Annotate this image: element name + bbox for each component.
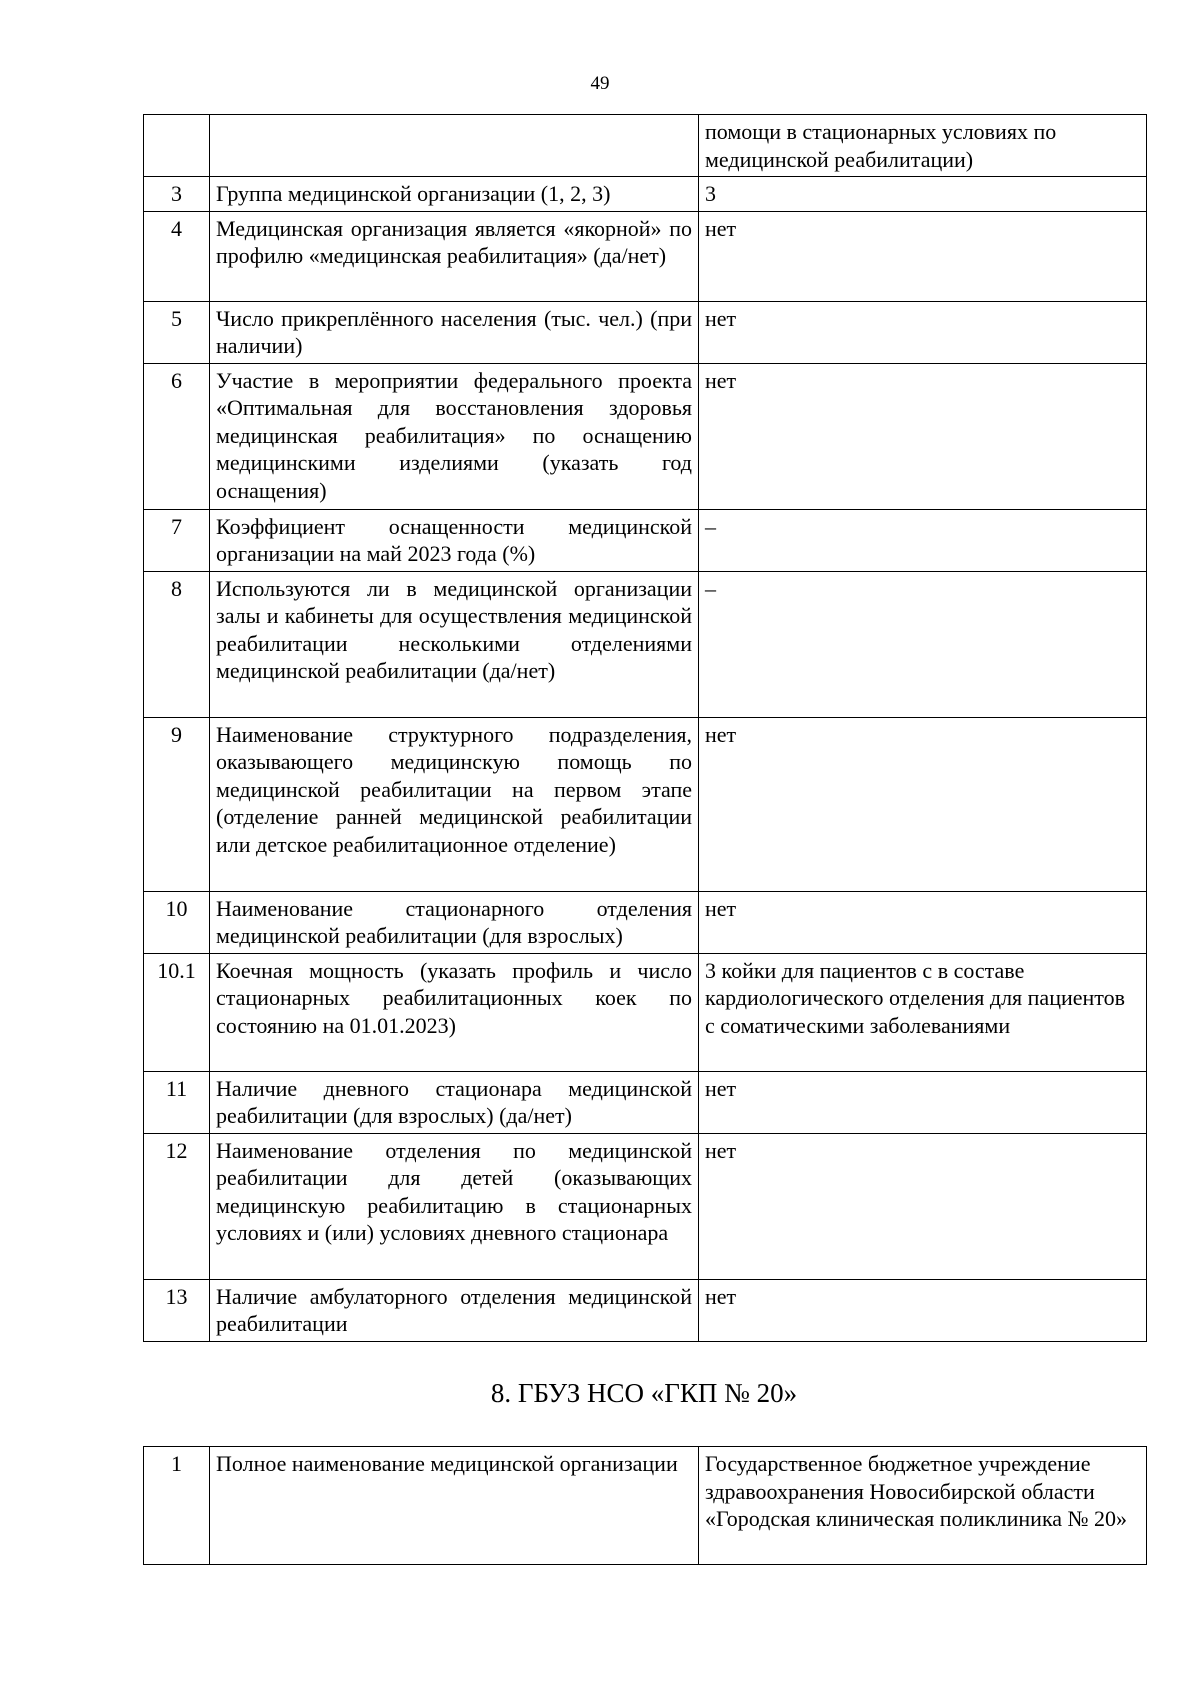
row-parameter: Наличие амбулаторного отделения медицинской реабилитации bbox=[210, 1279, 699, 1341]
row-parameter bbox=[210, 115, 699, 177]
row-value: 3 bbox=[699, 177, 1147, 212]
table-row bbox=[144, 363, 1147, 509]
page-number: 49 bbox=[590, 73, 610, 94]
organization-details-table bbox=[143, 114, 1147, 1342]
table-row bbox=[144, 891, 1147, 953]
row-value: нет bbox=[699, 301, 1147, 363]
row-number: 8 bbox=[144, 571, 210, 717]
row-number: 10 bbox=[144, 891, 210, 953]
row-value: – bbox=[699, 571, 1147, 717]
row-number: 12 bbox=[144, 1133, 210, 1279]
row-number: 4 bbox=[144, 211, 210, 301]
table-row bbox=[144, 953, 1147, 1071]
table-row bbox=[144, 301, 1147, 363]
row-parameter: Коечная мощность (указать профиль и число стационарных реабилитационных коек по состоянию на 01.01.2023) bbox=[210, 953, 699, 1071]
table-row bbox=[144, 177, 1147, 212]
row-parameter: Коэффициент оснащенности медицинской организации на май 2023 года (%) bbox=[210, 509, 699, 571]
table-row bbox=[144, 509, 1147, 571]
row-number: 13 bbox=[144, 1279, 210, 1341]
row-parameter: Участие в мероприятии федерального проекта «Оптимальная для восстановления здоровья медицинская реабилитация» по оснащению медицинскими изделиями (указать год оснащения) bbox=[210, 363, 699, 509]
row-value: нет bbox=[699, 717, 1147, 891]
row-number bbox=[144, 115, 210, 177]
table-row bbox=[144, 571, 1147, 717]
section-heading: 8. ГБУЗ НСО «ГКП № 20» bbox=[490, 1378, 798, 1408]
row-number: 9 bbox=[144, 717, 210, 891]
row-parameter: Наименование структурного подразделения, оказывающего медицинскую помощь по медицинской реабилитации на первом этапе (отделение ранней медицинской реабилитации или детское реабилитационное отделение) bbox=[210, 717, 699, 891]
row-parameter: Число прикреплённого населения (тыс. чел.) (при наличии) bbox=[210, 301, 699, 363]
table-row bbox=[144, 1133, 1147, 1279]
row-value: нет bbox=[699, 211, 1147, 301]
row-number: 11 bbox=[144, 1071, 210, 1133]
row-parameter: Наличие дневного стационара медицинской реабилитации (для взрослых) (да/нет) bbox=[210, 1071, 699, 1133]
row-value: – bbox=[699, 509, 1147, 571]
table-row bbox=[144, 1447, 1147, 1565]
row-number: 10.1 bbox=[144, 953, 210, 1071]
row-number: 3 bbox=[144, 177, 210, 212]
row-parameter: Наименование стационарного отделения медицинской реабилитации (для взрослых) bbox=[210, 891, 699, 953]
row-parameter: Полное наименование медицинской организации bbox=[210, 1447, 699, 1565]
row-value: 3 койки для пациентов с в составе кардиологического отделения для пациентов с соматическими заболеваниями bbox=[699, 953, 1147, 1071]
table-row bbox=[144, 717, 1147, 891]
row-parameter: Наименование отделения по медицинской реабилитации для детей (оказывающих медицинскую реабилитацию в стационарных условиях и (или) условиях дневного стационара bbox=[210, 1133, 699, 1279]
row-value: нет bbox=[699, 1279, 1147, 1341]
row-number: 5 bbox=[144, 301, 210, 363]
row-value: помощи в стационарных условиях по медицинской реабилитации) bbox=[699, 115, 1147, 177]
organization-name-table bbox=[143, 1446, 1147, 1565]
row-number: 6 bbox=[144, 363, 210, 509]
row-value: нет bbox=[699, 1133, 1147, 1279]
table-row bbox=[144, 115, 1147, 177]
row-number: 7 bbox=[144, 509, 210, 571]
row-value: нет bbox=[699, 1071, 1147, 1133]
table-row bbox=[144, 1071, 1147, 1133]
row-value: нет bbox=[699, 363, 1147, 509]
row-value: нет bbox=[699, 891, 1147, 953]
table-row bbox=[144, 1279, 1147, 1341]
row-value: Государственное бюджетное учреждение здравоохранения Новосибирской области «Городская клиническая поликлиника № 20» bbox=[699, 1447, 1147, 1565]
row-parameter: Группа медицинской организации (1, 2, 3) bbox=[210, 177, 699, 212]
table-row bbox=[144, 211, 1147, 301]
row-parameter: Медицинская организация является «якорной» по профилю «медицинская реабилитация» (да/нет) bbox=[210, 211, 699, 301]
row-parameter: Используются ли в медицинской организации залы и кабинеты для осуществления медицинской реабилитации несколькими отделениями медицинской реабилитации (да/нет) bbox=[210, 571, 699, 717]
row-number: 1 bbox=[144, 1447, 210, 1565]
